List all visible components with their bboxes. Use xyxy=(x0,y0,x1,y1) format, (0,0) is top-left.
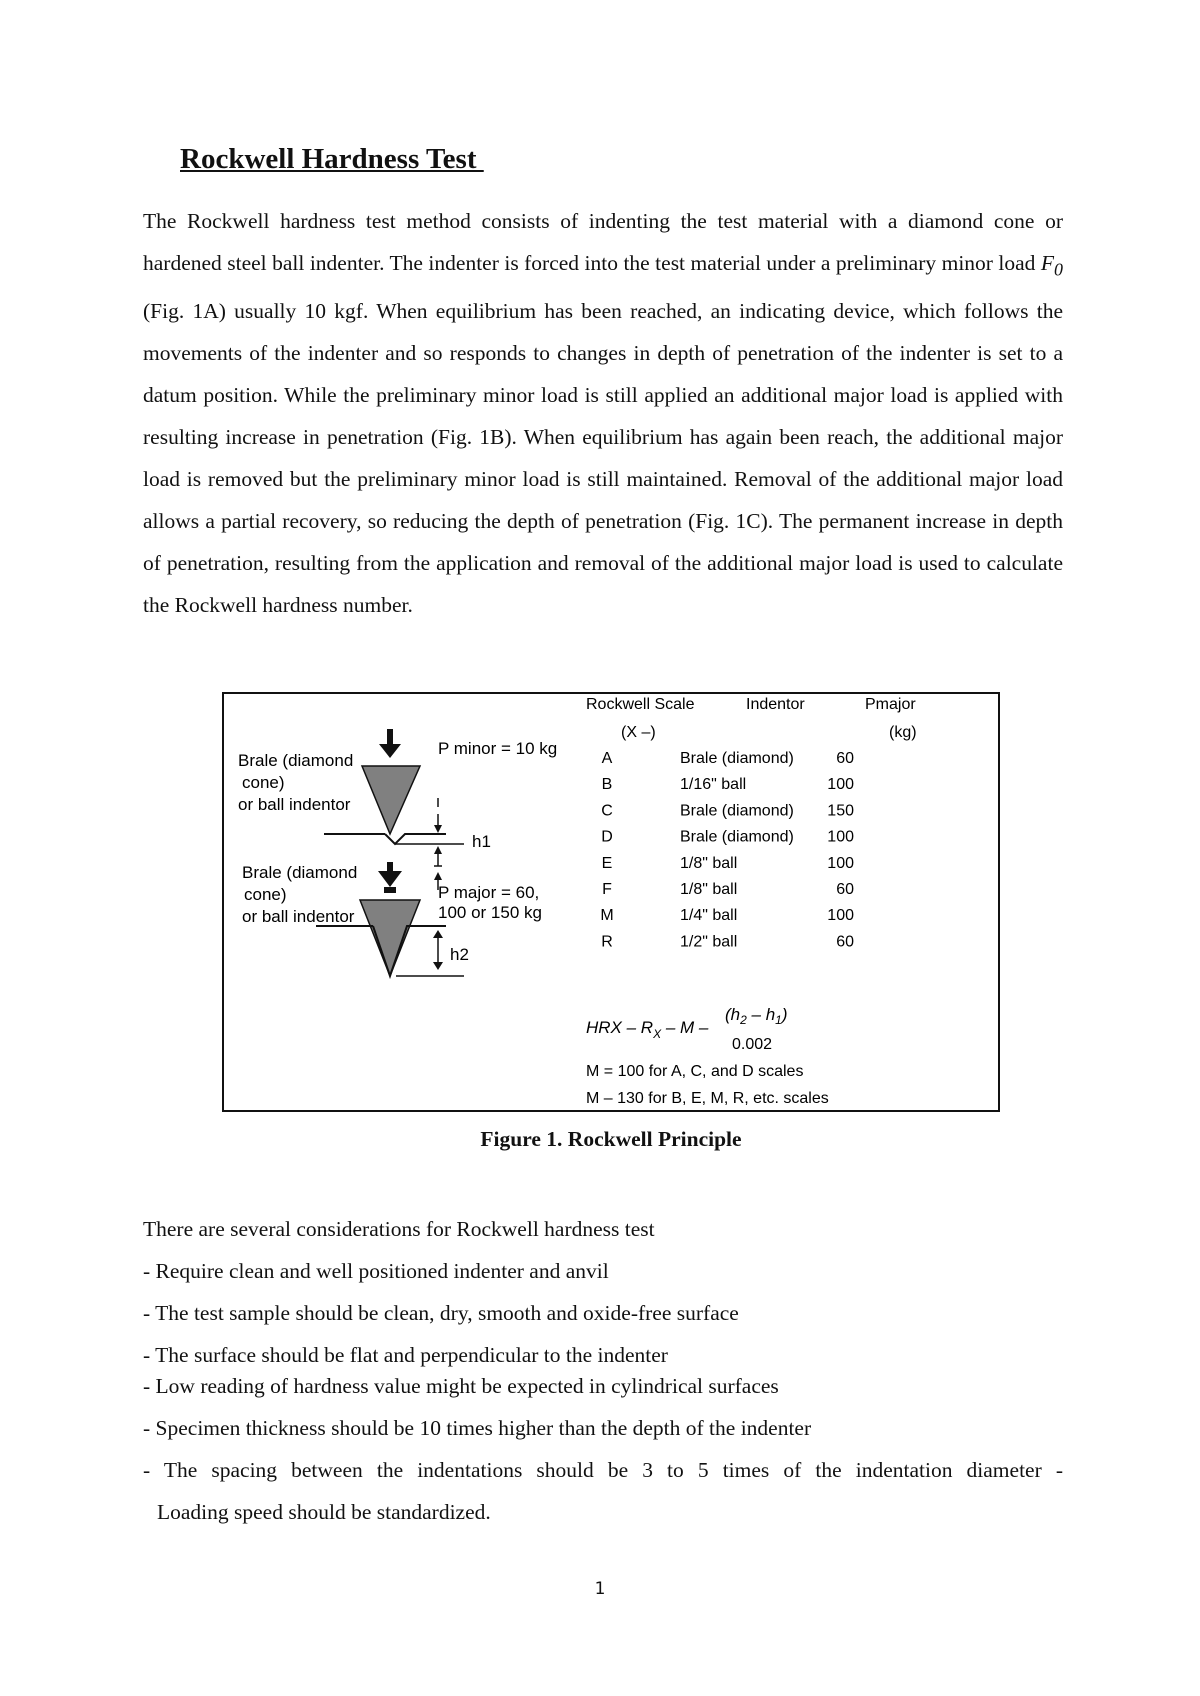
table-cell-scale: F xyxy=(602,881,612,898)
figure-caption: Figure 1. Rockwell Principle xyxy=(480,1127,742,1151)
table-header-indentor: Indentor xyxy=(746,696,805,713)
brale-label-2-line1: Brale (diamond xyxy=(242,863,358,882)
p-major-label-line1: P major = 60, xyxy=(438,883,540,902)
h2-arrow-up xyxy=(433,930,443,938)
table-cell-pmajor: 60 xyxy=(836,750,854,767)
table-cell-pmajor: 60 xyxy=(836,933,854,951)
brale-label-1-line2: cone) xyxy=(242,773,285,792)
table-cell-indentor: Brale (diamond) xyxy=(680,802,794,820)
figure-1 xyxy=(222,692,1000,1112)
table-cell-pmajor: 100 xyxy=(827,828,854,846)
h1-label: h1 xyxy=(472,832,491,851)
table-cell-scale: E xyxy=(601,854,613,872)
table-cell-pmajor: 100 xyxy=(827,776,854,794)
table-cell-scale: D xyxy=(601,828,613,846)
table-cell-pmajor: 150 xyxy=(827,802,854,820)
h1-arrow-down xyxy=(434,825,442,833)
intro-text-part1: The Rockwell hardness test method consists of indenting the test material with a diamond cone or hardened steel ball indenter. The indenter is forced into the test material under a preliminary minor load xyxy=(143,209,1063,275)
table-cell-scale: A xyxy=(601,750,613,767)
formula-note-1: M = 100 for A, C, and D scales xyxy=(586,1063,804,1080)
formula-note-2: M – 130 for B, E, M, R, etc. scales xyxy=(586,1090,829,1107)
consideration-item: - The test sample should be clean, dry, smooth and oxide-free surface xyxy=(143,1301,739,1325)
consideration-item: - The spacing between the indentations should be 3 to 5 times of the indentation diameter - xyxy=(143,1458,1063,1482)
rockwell-principle-figure xyxy=(224,694,998,1110)
h2-arrow-down xyxy=(433,962,443,970)
table-subheader-scale: (X –) xyxy=(621,724,656,741)
table-rows xyxy=(600,750,854,950)
indent-profile-1 xyxy=(385,834,446,844)
consideration-item: - The surface should be flat and perpendicular to the indenter xyxy=(143,1343,668,1367)
page-title: Rockwell Hardness Test xyxy=(180,143,484,175)
load-arrow-collar-2 xyxy=(384,887,396,893)
brale-label-1-line3: or ball indentor xyxy=(238,795,351,814)
h1-return-arrow xyxy=(434,872,442,880)
load-arrow-head-1 xyxy=(379,744,401,758)
brale-label-1-line1: Brale (diamond xyxy=(238,751,354,770)
table-cell-pmajor: 100 xyxy=(827,907,854,925)
p-minor-label: P minor = 10 kg xyxy=(438,739,558,758)
table-cell-scale: B xyxy=(601,776,613,794)
brale-label-2-line3: or ball indentor xyxy=(242,907,355,926)
table-cell-indentor: 1/2" ball xyxy=(680,933,738,951)
consideration-item: Loading speed should be standardized. xyxy=(157,1500,491,1524)
consideration-item: - Require clean and well positioned indenter and anvil xyxy=(143,1259,609,1283)
table-cell-indentor: 1/16" ball xyxy=(680,776,747,794)
indenter-cone-2 xyxy=(360,900,420,976)
diagram-minor-load xyxy=(238,729,557,866)
consideration-item: - Low reading of hardness value might be expected in cylindrical surfaces xyxy=(143,1374,779,1398)
table-cell-indentor: Brale (diamond) xyxy=(680,750,794,767)
table-header-pmajor: Pmajor xyxy=(865,696,916,713)
table-cell-scale: C xyxy=(601,802,613,820)
table-cell-pmajor: 100 xyxy=(827,854,854,872)
table-cell-indentor: 1/8" ball xyxy=(680,881,738,898)
considerations-intro: There are several considerations for Rockwell hardness test xyxy=(143,1217,655,1241)
rockwell-scale-table xyxy=(586,696,917,950)
considerations-section xyxy=(143,1208,1063,1533)
diagram-major-load xyxy=(242,862,542,976)
table-cell-indentor: 1/8" ball xyxy=(680,854,738,872)
formula-numerator: $(h_2 - h_1)$ xyxy=(725,1005,788,1027)
f-zero-symbol: $F_0$ xyxy=(1040,251,1063,280)
h1-arrow-up xyxy=(434,846,442,854)
intro-text-part2: (Fig. 1A) usually 10 kgf. When equilibrium has been reached, an indicating device, which follows the movements of the indenter and so responds to changes in depth of penetration of the indenter is set to a datum position. While the preliminary minor load is still applied an additional major load is applied with resulting increase in penetration (Fig. 1B). When equilibrium has again been reach, the additional major load is removed but the preliminary minor load is still maintained. Removal of the additional major load allows a partial recovery, so reducing the depth of penetration (Fig. 1C). The permanent increase in depth of penetration, resulting from the application and removal of the additional major load is used to calculate the Rockwell hardness number. xyxy=(143,299,1063,618)
table-cell-pmajor: 60 xyxy=(836,881,854,898)
f-zero-subscript: 0 xyxy=(1054,259,1063,280)
consideration-item: - Specimen thickness should be 10 times higher than the depth of the indenter xyxy=(143,1416,812,1440)
load-arrow-head-2 xyxy=(378,871,402,887)
table-cell-indentor: Brale (diamond) xyxy=(680,828,794,846)
table-header-scale: Rockwell Scale xyxy=(586,696,695,713)
table-cell-indentor: 1/4" ball xyxy=(680,907,738,925)
page-number: 1 xyxy=(594,1579,606,1599)
table-cell-scale: M xyxy=(600,907,614,925)
brale-label-2-line2: cone) xyxy=(244,885,287,904)
indenter-cone-1 xyxy=(362,766,420,834)
table-cell-scale: R xyxy=(601,933,613,951)
hardness-formula xyxy=(586,1005,829,1107)
h2-label: h2 xyxy=(450,945,469,964)
p-major-label-line2: 100 or 150 kg xyxy=(438,903,542,922)
table-subheader-pmajor: (kg) xyxy=(889,724,917,741)
formula-lhs: HRX – $R_X$ – M – xyxy=(586,1018,709,1041)
intro-paragraph xyxy=(143,200,1063,626)
formula-denominator: 0.002 xyxy=(732,1036,773,1053)
formula-lhs-subscript: X xyxy=(653,1027,662,1041)
